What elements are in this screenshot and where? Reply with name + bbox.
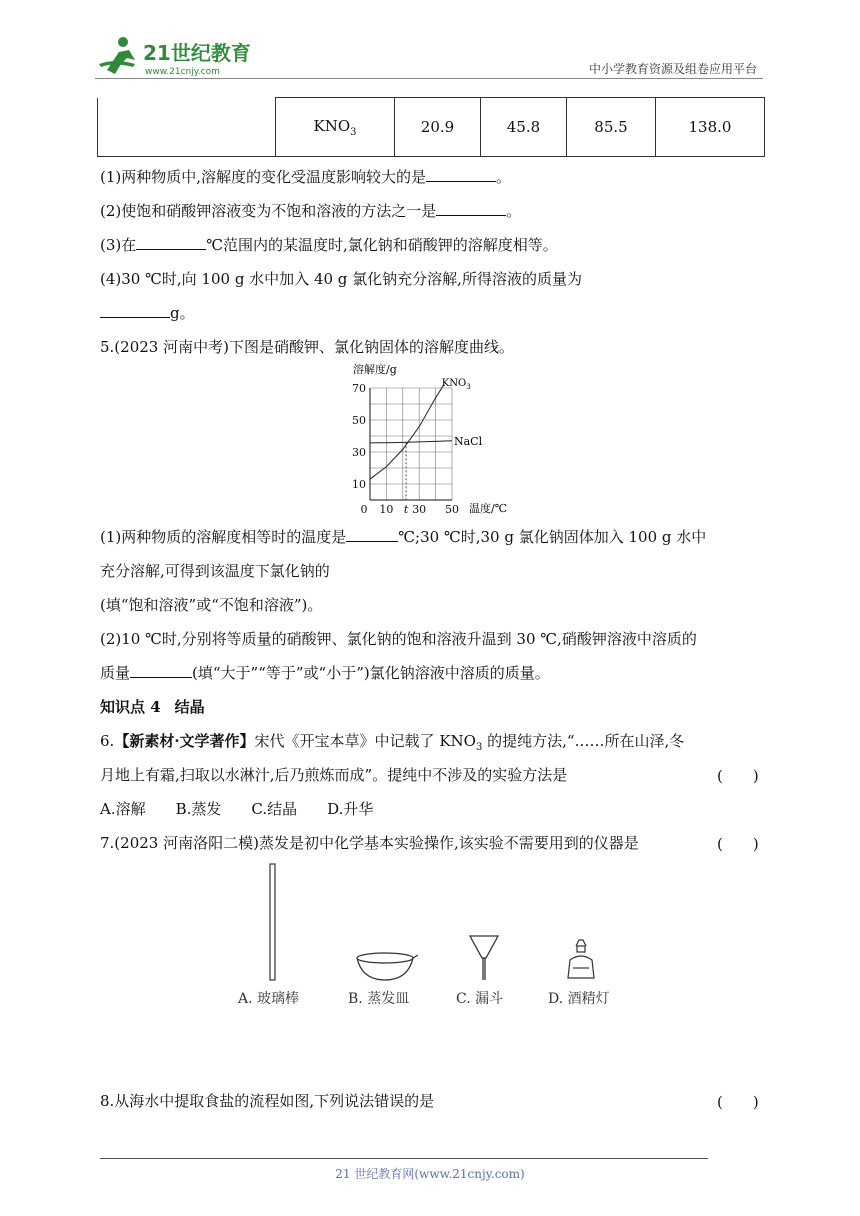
series-line-kno3 (370, 385, 444, 479)
funnel-icon (470, 936, 498, 980)
q4-part1: (1)两种物质中,溶解度的变化受温度影响较大的是 。 (100, 168, 512, 186)
option-d[interactable]: D.升华 (327, 800, 374, 818)
answer-paren[interactable]: ( ) (717, 1093, 759, 1111)
glass-rod-icon (270, 864, 275, 980)
series-label-nacl: NaCl (454, 434, 483, 448)
x-tick-label: 0 (360, 503, 368, 516)
answer-blank[interactable] (436, 201, 506, 216)
option-b[interactable]: B.蒸发 (175, 800, 222, 818)
q5-part2: (2)10 ℃时,分别将等质量的硝酸钾、氯化钠的饱和溶液升温到 30 ℃,硝酸钾溶液中溶质的 (100, 630, 697, 648)
chart-curves (370, 378, 483, 500)
q5-part1-cont2: (填“饱和溶液”或“不饱和溶液”)。 (100, 596, 323, 614)
q6-line1: 6.【新素材·文学著作】宋代《开宝本草》中记载了 $KNO_3$ 的提纯方法,“……所在山泽,冬 (100, 732, 685, 753)
evaporating-dish-icon (357, 953, 418, 980)
footer-divider (100, 1158, 708, 1159)
answer-paren[interactable]: ( ) (717, 835, 759, 853)
series-label-kno3: $KNO_3$ (441, 378, 471, 391)
q8-stem: 8.从海水中提取食盐的流程如图,下列说法错误的是 (100, 1092, 435, 1110)
chart-grid (370, 388, 452, 500)
logo-text: 21世纪教育 (143, 41, 251, 65)
q4-part3: (3)在 ℃范围内的某温度时,氯化钠和硝酸钾的溶解度相等。 (100, 236, 558, 254)
section-heading: 知识点 4 结晶 (100, 698, 205, 716)
x-tick-label: 30 (412, 503, 427, 516)
y-tick-label: 30 (352, 446, 366, 459)
table-empty-cell (98, 98, 276, 157)
apparatus-label-b: B. 蒸发皿 (348, 991, 410, 1007)
x-tick-label: 50 (445, 503, 459, 516)
q5-part2-cont: 质量 (填“大于”“等于”或“小于”)氯化钠溶液中溶质的质量。 (100, 664, 550, 682)
substance-subscript: 3 (350, 126, 357, 138)
table-cell: 45.8 (481, 98, 567, 157)
answer-blank[interactable] (346, 527, 398, 542)
q5-part1: (1)两种物质的溶解度相等时的温度是 ℃;30 ℃时,30 g 氯化钠固体加入 100 g 水中 (100, 528, 707, 546)
q4-part2: (2)使饱和硝酸钾溶液变为不饱和溶液的方法之一是 。 (100, 202, 522, 220)
table-cell: 138.0 (656, 98, 765, 157)
y-tick-label: 70 (352, 382, 366, 395)
substance-name: KNO (313, 116, 351, 135)
apparatus-label-d: D. 酒精灯 (548, 991, 610, 1007)
table-cell-substance (276, 98, 395, 157)
apparatus-figure (230, 860, 630, 1020)
y-tick-label: 50 (352, 414, 366, 427)
q7-stem: 7.(2023 河南洛阳二模)蒸发是初中化学基本实验操作,该实验不需要用到的仪器是 (100, 834, 639, 852)
y-tick-label: 10 (352, 478, 366, 491)
q6-line2: 月地上有霜,扫取以水淋汁,后乃煎炼而成”。提纯中不涉及的实验方法是 (100, 766, 568, 784)
q5-stem: 5.(2023 河南中考)下图是硝酸钾、氯化钠固体的溶解度曲线。 (100, 338, 514, 356)
apparatus-label-c: C. 漏斗 (456, 991, 504, 1007)
answer-paren[interactable]: ( ) (717, 767, 759, 785)
q4-part4-cont: g。 (100, 303, 195, 323)
chart-ticks (352, 382, 459, 516)
table-row (98, 98, 765, 157)
q5-part1-cont: 充分溶解,可得到该温度下氯化钠的 (100, 562, 330, 580)
option-c[interactable]: C.结晶 (251, 800, 298, 818)
q6-options (100, 799, 373, 819)
alcohol-lamp-icon (568, 940, 594, 978)
table-cell: 85.5 (567, 98, 656, 157)
header-divider (95, 78, 763, 79)
solubility-table (97, 97, 765, 157)
platform-name: 中小学教育资源及组卷应用平台 (588, 62, 757, 76)
solubility-chart (345, 362, 515, 517)
series-line-nacl (370, 441, 452, 443)
y-axis-label: 溶解度/g (353, 363, 397, 376)
apparatus-label-a: A. 玻璃棒 (238, 991, 300, 1007)
x-tick-label: 10 (379, 503, 394, 516)
answer-blank[interactable] (130, 663, 192, 678)
x-tick-label: t (403, 503, 409, 516)
answer-blank[interactable] (100, 303, 170, 318)
x-axis-label: 温度/℃ (469, 502, 508, 515)
footer-text[interactable]: 21 世纪教育网(www.21cnjy.com) (335, 1167, 525, 1181)
answer-blank[interactable] (426, 167, 496, 182)
table-cell: 20.9 (395, 98, 481, 157)
q4-part4: (4)30 ℃时,向 100 g 水中加入 40 g 氯化钠充分溶解,所得溶液的质量为 (100, 270, 582, 288)
site-logo[interactable] (95, 34, 265, 78)
logo-url: www.21cnjy.com (145, 67, 220, 77)
answer-blank[interactable] (136, 235, 206, 250)
option-a[interactable]: A.溶解 (100, 800, 146, 818)
